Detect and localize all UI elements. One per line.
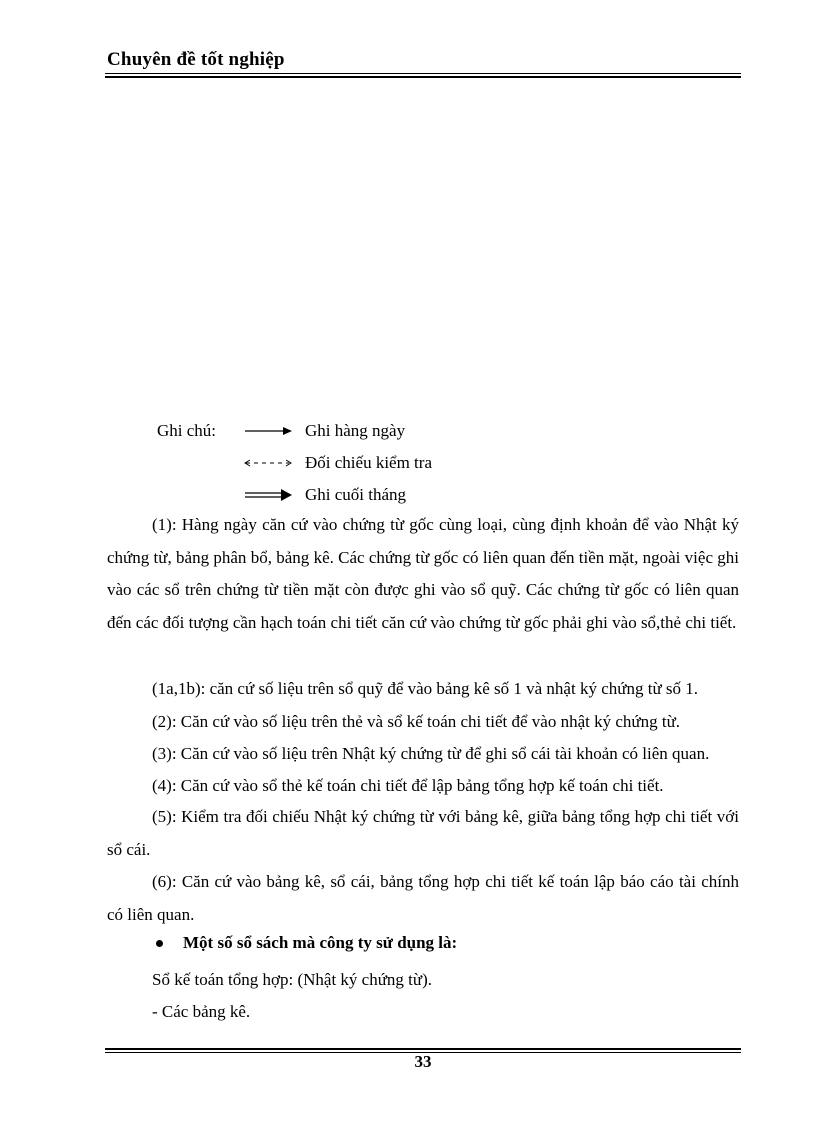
paragraph-6: (6): Căn cứ vào bảng kê, sổ cái, bảng tổng hợp chi tiết kế toán lập báo cáo tài chính có liên quan. — [107, 872, 739, 924]
header-rule-bottom — [105, 76, 741, 78]
header-rule-top — [105, 73, 741, 74]
paragraph-1: (1): Hàng ngày căn cứ vào chứng từ gốc cùng loại, cùng định khoản để vào Nhật ký chứng từ, bảng phân bổ, bảng kê. Các chứng từ gốc có liên quan đến tiền mặt, ngoài việc ghi vào các sổ trên chứng từ tiền mặt còn được ghi vào sổ quỹ. Các chứng từ gốc có liên quan đến các đối tượng cần hạch toán chi tiết căn cứ vào chứng từ gốc phải ghi vào sổ,thẻ chi tiết. — [107, 515, 739, 632]
paragraph-4: (4): Căn cứ vào sổ thẻ kế toán chi tiết để lập bảng tổng hợp kế toán chi tiết. — [152, 776, 664, 795]
dashed-double-arrow-icon — [243, 457, 293, 469]
paragraph-1ab: (1a,1b): căn cứ số liệu trên sổ quỹ để vào bảng kê số 1 và nhật ký chứng từ số 1. — [152, 679, 699, 698]
page-number: 33 — [414, 1052, 432, 1071]
legend-item-daily — [243, 420, 405, 442]
legend-item-monthly — [243, 484, 406, 506]
bullet-heading — [152, 933, 457, 953]
bullet-heading-text: Một số sổ sách mà công ty sử dụng là: — [183, 933, 458, 952]
ledger-line: Sổ kế toán tổng hợp: (Nhật ký chứng từ). — [152, 970, 433, 989]
paragraph-3: (3): Căn cứ vào số liệu trên Nhật ký chứng từ để ghi sổ cái tài khoản có liên quan. — [152, 744, 710, 763]
paragraph-5: (5): Kiểm tra đối chiếu Nhật ký chứng từ với bảng kê, giữa bảng tổng hợp chi tiết với sổ cái. — [107, 807, 739, 859]
footer-rule-top — [105, 1048, 741, 1050]
bullet-icon — [156, 940, 163, 947]
legend-text-crosscheck: Đối chiếu kiểm tra — [305, 453, 432, 472]
solid-arrow-icon — [243, 425, 293, 437]
tables-line: - Các bảng kê. — [152, 1002, 251, 1021]
legend-text-daily: Ghi hàng ngày — [305, 421, 406, 440]
legend-label: Ghi chú: — [157, 421, 217, 440]
double-line-arrow-icon — [243, 489, 293, 501]
header-title: Chuyên đề tốt nghiệp — [107, 49, 285, 70]
paragraph-2: (2): Căn cứ vào số liệu trên thẻ và sổ kế toán chi tiết để vào nhật ký chứng từ. — [152, 712, 681, 731]
legend-text-monthly: Ghi cuối tháng — [305, 485, 407, 504]
legend-item-crosscheck — [243, 452, 432, 474]
